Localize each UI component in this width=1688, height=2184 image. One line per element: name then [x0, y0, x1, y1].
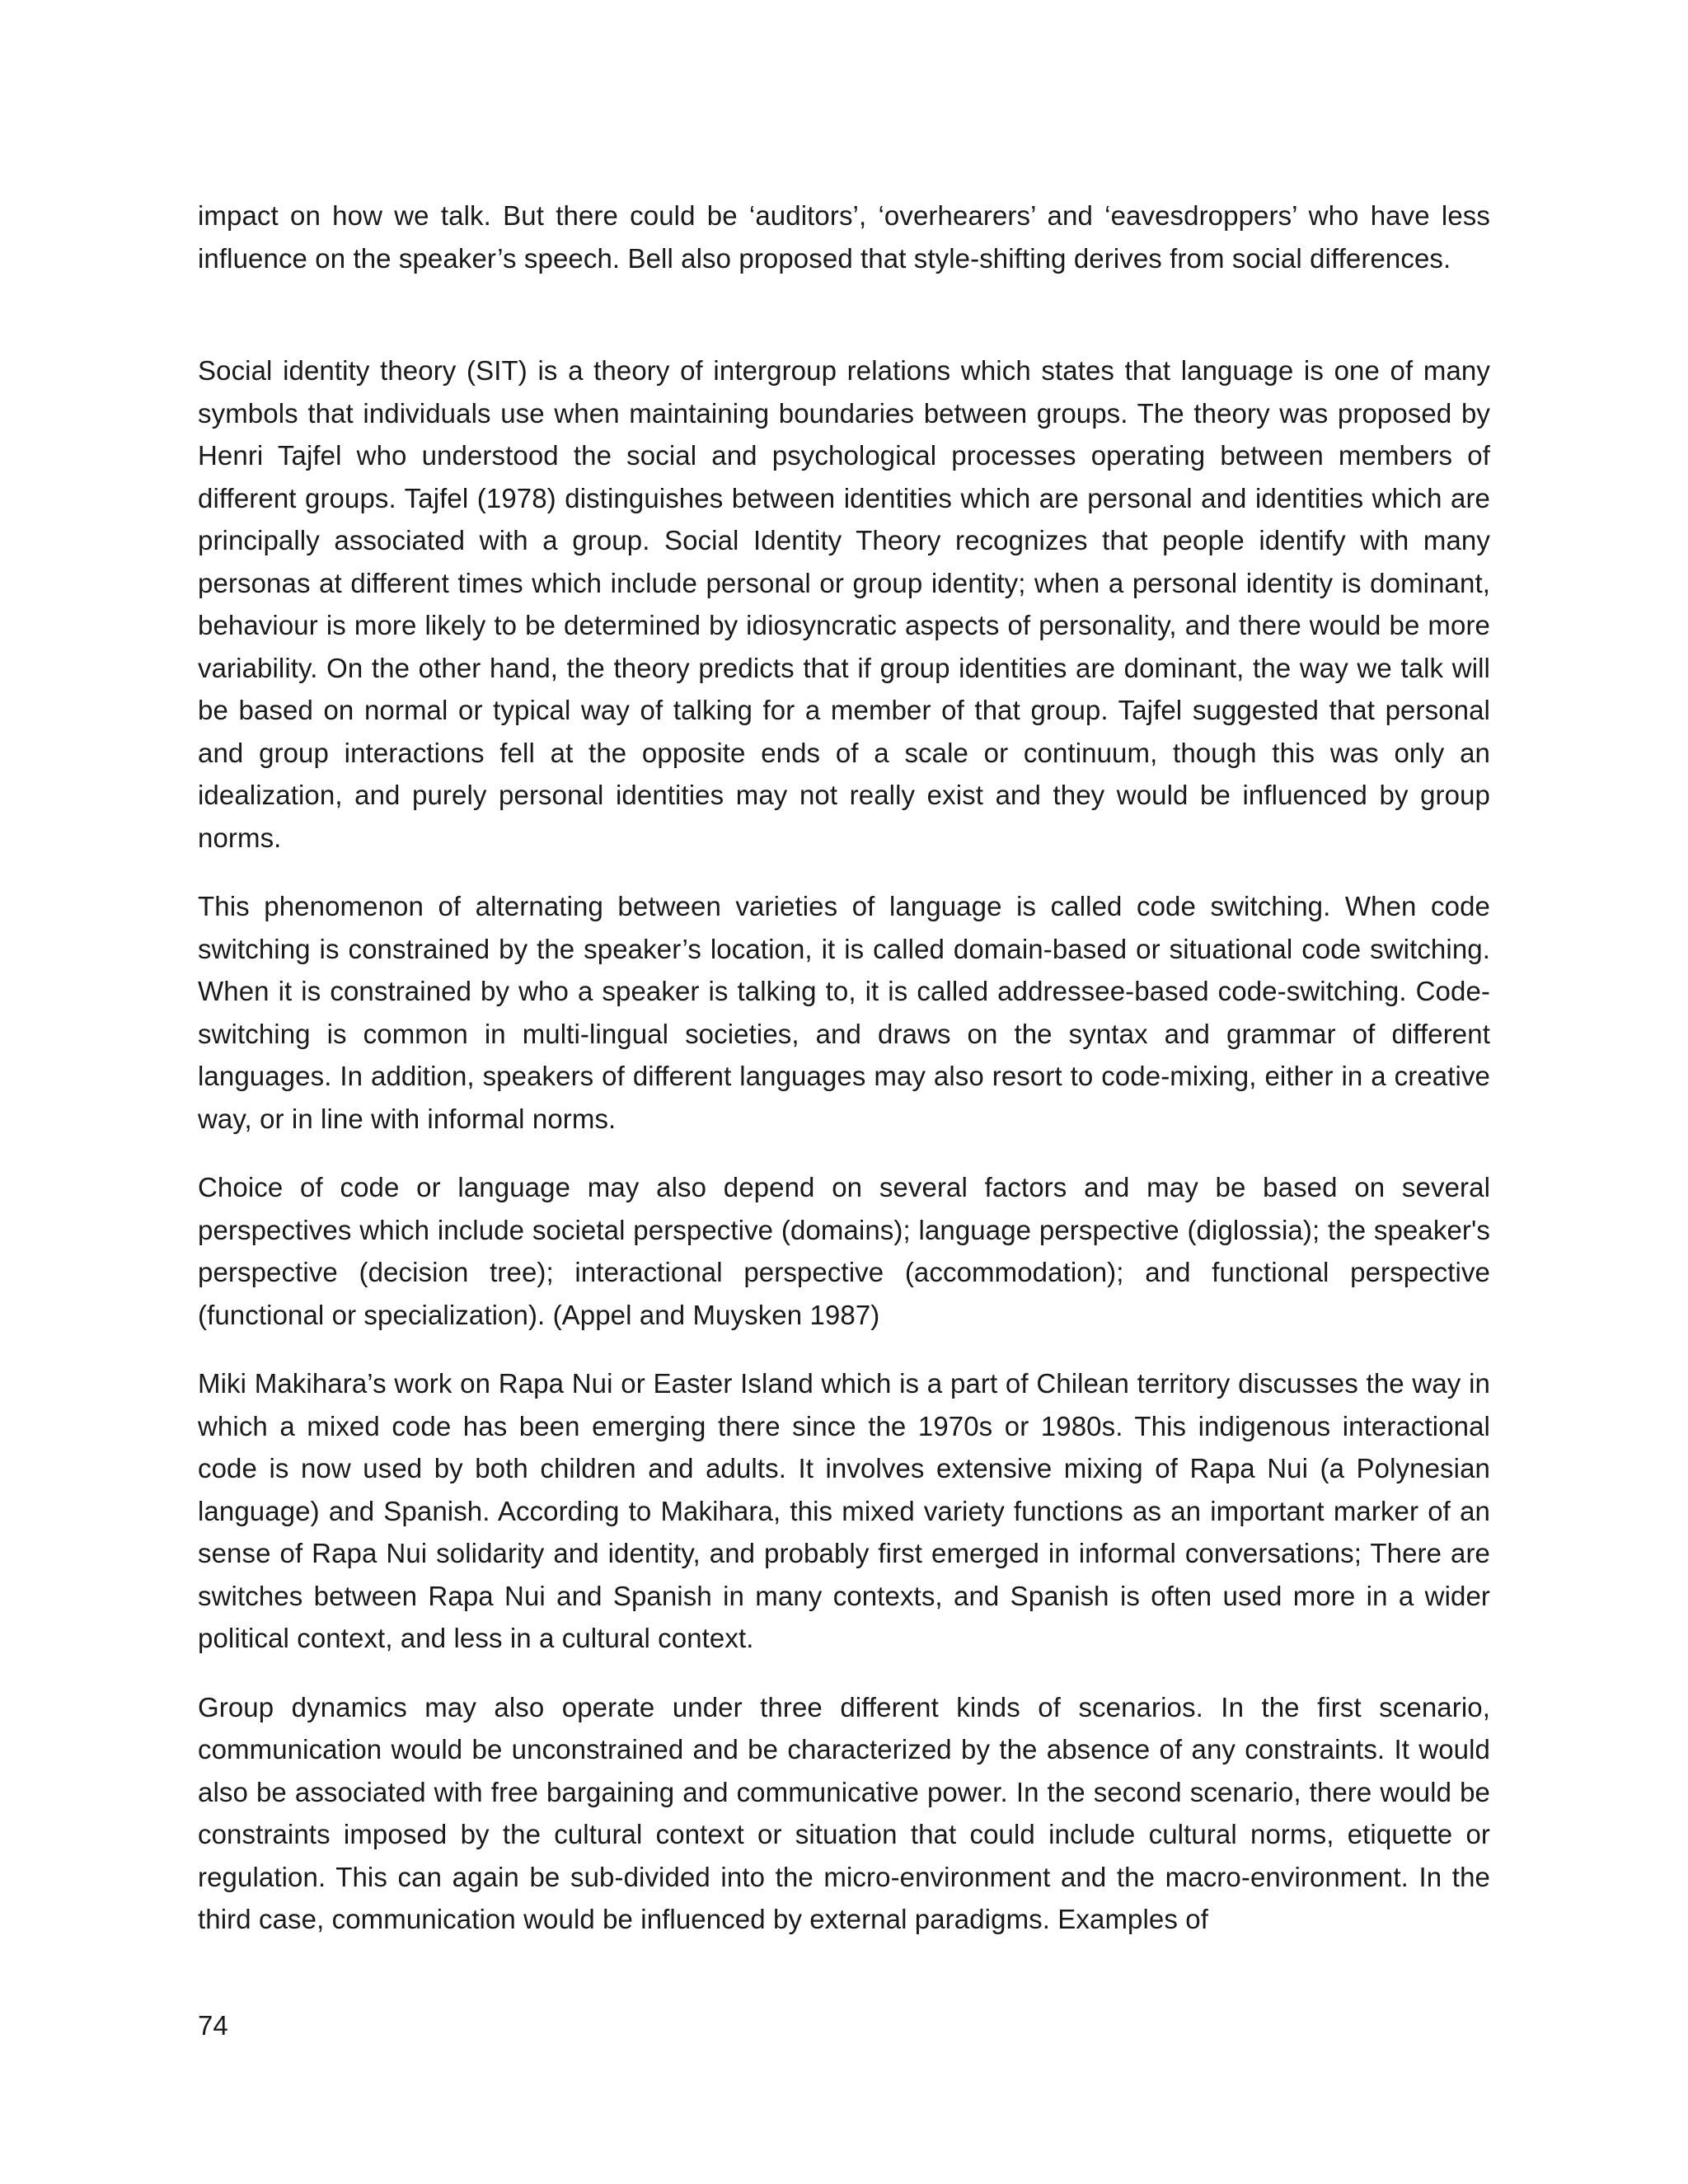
- paragraph-group-dynamics: Group dynamics may also operate under three different kinds of scenarios. In the first scenario, communication would be unconstrained and be characterized by the absence of any constraints. It would also be associated with free bargaining and communicative power. In the second scenario, there would be constraints imposed by the cultural context or situation that could include cultural norms, etiquette or regulation. This can again be sub-divided into the micro-environment and the macro-environment. In the third case, communication would be influenced by external paradigms. Examples of: [198, 1691, 1490, 1934]
- paragraph-social-identity-theory: Social identity theory (SIT) is a theory of intergroup relations which states that language is one of many symbols that individuals use when maintaining boundaries between groups. The theory was proposed by Henri Tajfel who understood the social and psychological processes operating between members of different groups. Tajfel (1978) distinguishes between identities which are personal and identities which are principally associated with a group. Social Identity Theory recognizes that people identify with many personas at different times which include personal or group identity; when a personal identity is dominant, behaviour is more likely to be determined by idiosyncratic aspects of personality, and there would be more variability. On the other hand, the theory predicts that if group identities are dominant, the way we talk will be based on normal or typical way of talking for a member of that group. Tajfel suggested that personal and group interactions fell at the opposite ends of a scale or continuum, though this was only an idealization, and purely personal identities may not really exist and they would be influenced by group norms.: [198, 355, 1490, 853]
- document-page: [198, 194, 1490, 1941]
- paragraph-code-switching: This phenomenon of alternating between varieties of language is called code switching. When code switching is constrained by the speaker’s location, it is called domain-based or situational code switching. When it is constrained by who a speaker is talking to, it is called addressee-based code-switching. Code-switching is common in multi-lingual societies, and draws on the syntax and grammar of different languages. In addition, speakers of different languages may also resort to code-mixing, either in a creative way, or in line with informal norms.: [198, 891, 1490, 1134]
- page-number: 74: [198, 2010, 228, 2041]
- paragraph-rapa-nui: Miki Makihara’s work on Rapa Nui or Easter Island which is a part of Chilean territory discusses the way in which a mixed code has been emerging there since the 1970s or 1980s. This indigenous interactional code is now used by both children and adults. It involves extensive mixing of Rapa Nui (a Polynesian language) and Spanish. According to Makihara, this mixed variety functions as an important marker of an sense of Rapa Nui solidarity and identity, and probably first emerged in informal conversations; There are switches between Rapa Nui and Spanish in many contexts, and Spanish is often used more in a wider political context, and less in a cultural context.: [198, 1368, 1490, 1653]
- paragraph-style-shifting: impact on how we talk. But there could be ‘auditors’, ‘overhearers’ and ‘eavesdroppers’ who have less influence on the speaker’s speech. Bell also proposed that style-shifting derives from social differences.: [198, 200, 1490, 274]
- paragraph-choice-of-code: Choice of code or language may also depend on several factors and may be based on several perspectives which include societal perspective (domains); language perspective (diglossia); the speaker's perspective (decision tree); interactional perspective (accommodation); and functional perspective (functional or specialization). (Appel and Muysken 1987): [198, 1172, 1490, 1330]
